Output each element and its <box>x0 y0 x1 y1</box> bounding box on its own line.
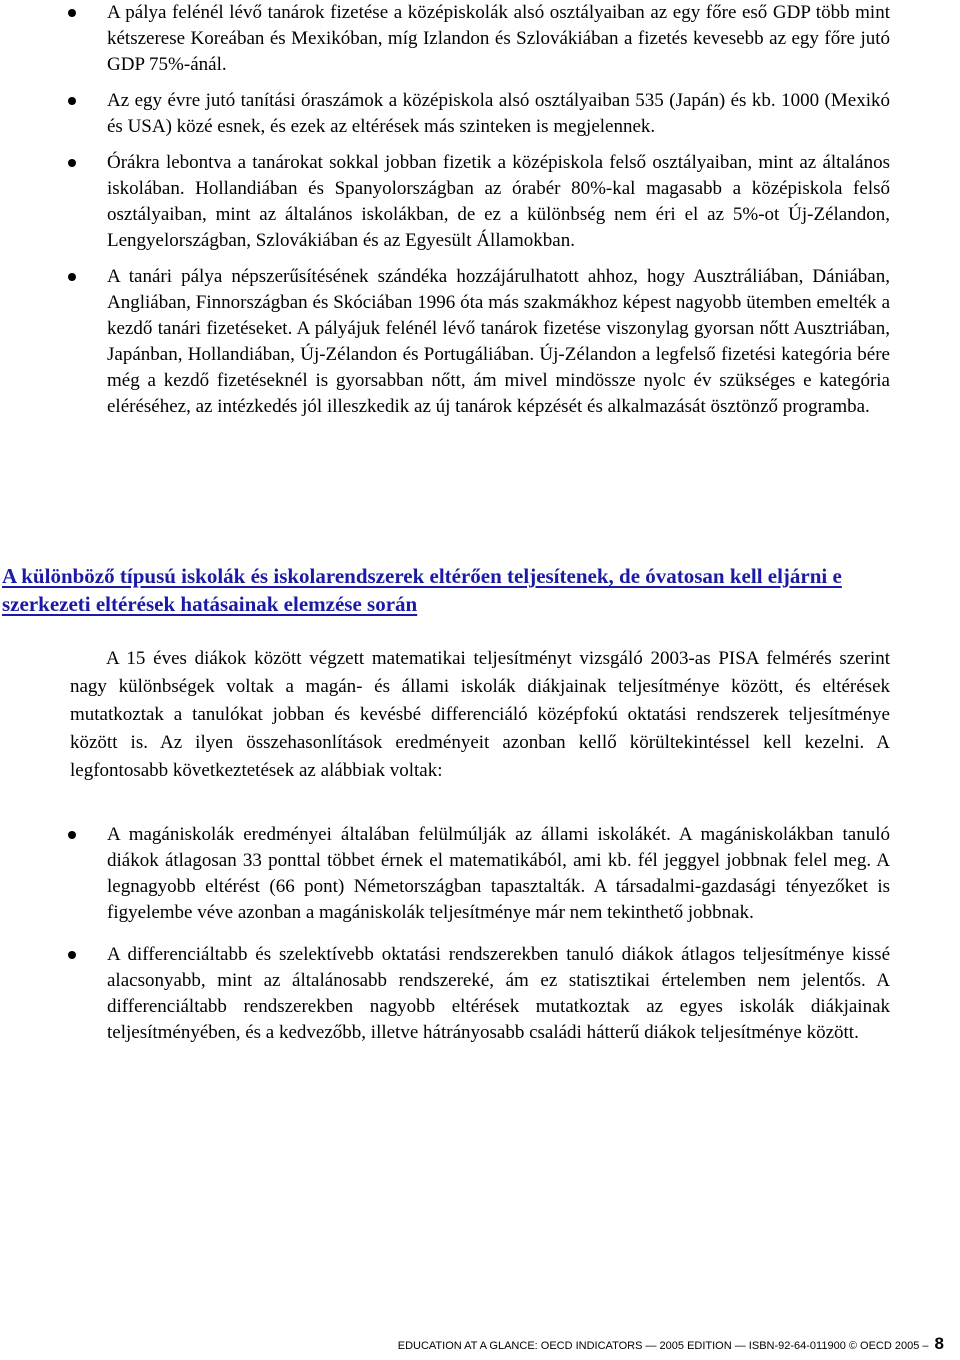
section-bullet-list <box>0 822 960 1046</box>
section-heading: A különböző típusú iskolák és iskolarendszerek eltérően teljesítenek, de óvatosan kell eljárni e szerkezeti eltérések hatásainak elemzése során <box>2 564 842 616</box>
page-footer <box>398 1336 944 1354</box>
body-paragraph: A 15 éves diákok között végzett matematikai teljesítményt vizsgáló 2003-as PISA felmérés szerint nagy különbségek voltak a magán- és állami iskolák diákjainak teljesítménye között, és eltérések mutatkoztak a tanulókat jobban és kevésbé differenciáló középfokú oktatási rendszerek teljesítménye között is. Az ilyen összehasonlítások eredményeit azonban kellő körültekintéssel kell kezelni. A legfontosabb következtetések az alábbiak voltak: <box>70 648 890 781</box>
list-item-text: A tanári pálya népszerűsítésének szándéka hozzájárulhatott ahhoz, hogy Ausztráliában, Dániában, Angliában, Finnországban és Skóciában 1996 óta más szakmákhoz képest nagyobb ütemben emelték a kezdő tanári fizetéseket. A pályájuk felénél lévő tanárok fizetése viszonylag gyorsan nőtt Ausztriában, Japánban, Hollandiában, Új-Zélandon és Portugáliában. Új-Zélandon a legfelső fizetési kategória bére még a kezdő fizetéseknél is gyorsabban nőtt, ám mivel mindössze nyolc év szükséges e kategória eléréséhez, az intézkedés jól illeszkedik az új tanárok képzését és alkalmazását ösztönző programba. <box>107 266 890 417</box>
page-number: 8 <box>934 1334 944 1353</box>
bullet-icon <box>68 273 76 281</box>
bullet-icon <box>68 831 76 839</box>
list-item-text: A differenciáltabb és szelektívebb oktatási rendszerekben tanuló diákok átlagos teljesítménye kissé alacsonyabb, mint az általánosabb rendszereké, ám ez statisztikai értelemben nem jelentős. A differenciáltabb rendszerekben nagyobb eltérések mutatkoztak az egyes iskolák diákjainak teljesítményében, és a kedvezőbb, illetve hátrányosabb családi hátterű diákok teljesítménye között. <box>107 944 890 1043</box>
list-item <box>0 150 960 254</box>
bullet-icon <box>68 951 76 959</box>
list-item-text: A pálya felénél lévő tanárok fizetése a középiskolák alsó osztályaiban az egy főre eső GDP több mint kétszerese Koreában és Mexikóban, míg Izlandon és Szlovákiában a fizetés kevesebb az egy főre jutó GDP 75%-ánál. <box>107 2 890 75</box>
list-item <box>0 0 960 78</box>
footer-text: EDUCATION AT A GLANCE: OECD INDICATORS — 2005 EDITION — ISBN-92-64-011900 © OECD 2005 – <box>397 1340 929 1352</box>
list-item-text: Az egy évre jutó tanítási óraszámok a középiskola alsó osztályaiban 535 (Japán) és kb. 1000 (Mexikó és USA) közé esnek, és ezek az eltérések más szinteken is megjelennek. <box>107 90 890 137</box>
list-item <box>0 88 960 140</box>
list-item <box>0 942 960 1046</box>
list-item-text: Órákra lebontva a tanárokat sokkal jobban fizetik a középiskola felső osztályaiban, mint az általános iskolában. Hollandiában és Spanyolországban az órabér 80%-kal magasabb a középiskola felső osztályaiban, mint az általános iskolákban, de ez a különbség nem éri el az 5%-ot Új-Zélandon, Lengyelországban, Szlovákiában és az Egyesült Államokban. <box>107 152 890 251</box>
bullet-icon <box>68 9 76 17</box>
list-item <box>0 264 960 420</box>
list-item <box>0 822 960 926</box>
top-bullet-list <box>0 0 960 420</box>
bullet-icon <box>68 97 76 105</box>
bullet-icon <box>68 159 76 167</box>
list-item-text: A magániskolák eredményei általában felülmúlják az állami iskolákét. A magániskolákban tanuló diákok átlagosan 33 ponttal többet érnek el matematikából, ami kb. fél jeggyel jobbnak felel meg. A legnagyobb eltérést (66 pont) Németországban tapasztalták. A társadalmi-gazdasági tényezőket is figyelembe véve azonban a magániskolák teljesítménye már nem tekinthető jobbnak. <box>107 824 890 923</box>
